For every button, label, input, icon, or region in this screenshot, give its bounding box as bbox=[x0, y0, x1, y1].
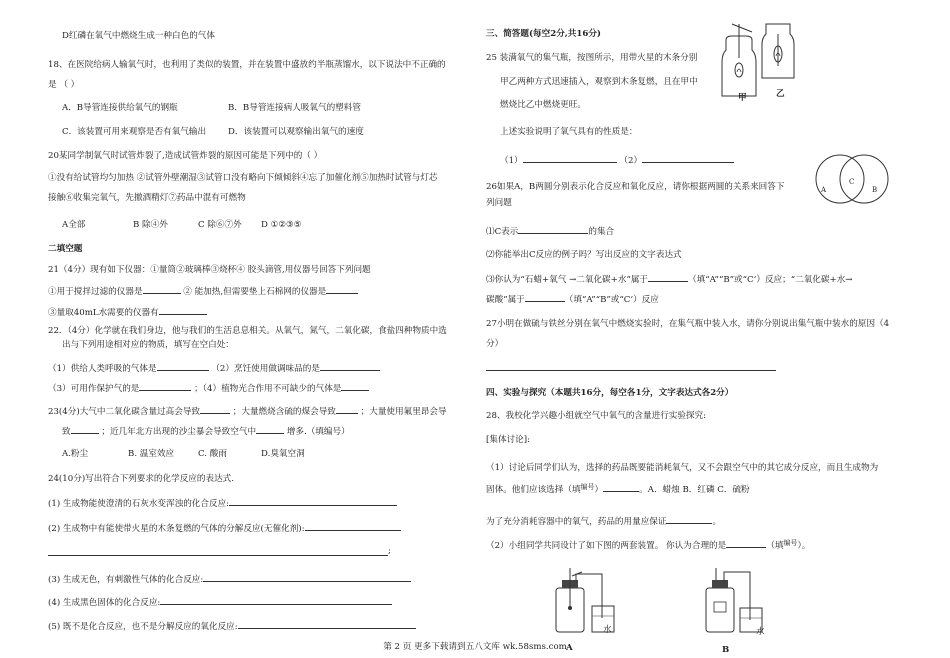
q18-option-b: B．B导管连接病人吸氧气的塑料管 bbox=[228, 103, 361, 113]
q28-part-1-amount: 为了充分消耗容器中的氧气，药品的用量应保证 。 bbox=[486, 514, 721, 528]
venn-label-c: C bbox=[849, 178, 855, 186]
q22-stem-2: 出与下列用途相对应的物质，填写在空白处： bbox=[62, 340, 234, 350]
q18-option-a: A．B导管连接供给氧气的钢瓶 bbox=[62, 103, 178, 113]
q24-part-3: (3) 生成无色，有刺激性气体的化合反应: bbox=[48, 572, 411, 586]
q25-prompt: 上述实验说明了氧气具有的性质是： bbox=[500, 127, 638, 137]
answer-blank bbox=[523, 153, 617, 163]
answer-blank bbox=[160, 595, 392, 605]
q18-option-d: D．该装置可以观察输出氧气的速度 bbox=[228, 127, 364, 137]
apparatus-label-a: A bbox=[566, 643, 573, 653]
answer-blank bbox=[336, 404, 358, 414]
q25-answers: （1） （2） bbox=[500, 153, 734, 167]
q24-part-2: (2) 生成物中有能使带火星的木条复燃的气体的分解反应(无催化剂): bbox=[48, 521, 401, 535]
answer-blank bbox=[525, 292, 565, 302]
q27-stem-2: 分） bbox=[486, 339, 504, 349]
answer-line bbox=[48, 555, 388, 556]
answer-blank bbox=[238, 619, 416, 629]
q20-options-1: ①没有给试管均匀加热 ②试管外壁潮湿③试管口没有略向下倾倾斜④忘了加催化剂⑤加热时试管与灯芯 bbox=[48, 173, 438, 183]
q26-part-1: ⑴C表示 的集合 bbox=[486, 224, 614, 238]
oxygen-jar-figure bbox=[718, 22, 798, 106]
q23-choice-d: D.臭氧空洞 bbox=[261, 449, 305, 459]
q22-part-1: （1）供给人类呼吸的气体是 （2）烹饪使用做调味品的是 bbox=[48, 361, 380, 375]
q25-stem: 25 装满氧气的集气瓶，按图所示，用带火星的木条分别 bbox=[486, 53, 698, 63]
q21-part-1: ①用于搅拌过滤的仪器是 ② 能加热,但需要垫上石棉网的仪器是 bbox=[48, 284, 358, 298]
semicolon: ; bbox=[388, 546, 391, 556]
q26-part-3-cont: 碳酸”属于 （填“A”“B”或“C‘）反应 bbox=[486, 292, 659, 306]
q26-part-3: ⑶你认为“石蜡+氧气 →二氧化碳+水”属于 （填“A”“B”或“C‘）反应；“二氧化碳+水→ bbox=[486, 272, 852, 286]
q23-choice-b: B. 温室效应 bbox=[128, 449, 175, 459]
option-d-line: D红磷在氧气中燃烧生成一种白色的气体 bbox=[62, 31, 215, 41]
answer-blank bbox=[159, 305, 207, 315]
answer-blank bbox=[139, 381, 191, 391]
answer-blank bbox=[726, 538, 766, 548]
answer-blank bbox=[648, 272, 688, 282]
apparatus-label-b: B bbox=[722, 645, 730, 655]
answer-blank bbox=[157, 361, 209, 371]
q20-choice-d: D ①②③⑤ bbox=[261, 220, 302, 230]
q20-choice-b: B 除④外 bbox=[133, 220, 168, 230]
q21-part-3: ③量取40mL水需要的仪器有 bbox=[48, 305, 207, 319]
q22-part-3: （3）可用作保护气的是 ；（4）植物光合作用不可缺少的气体是 bbox=[48, 381, 369, 395]
q24-part-4: (4) 生成黑色固体的化合反应: bbox=[48, 595, 392, 609]
answer-blank bbox=[229, 496, 397, 506]
q20-stem: 20某同学制氧气时试管炸裂了,造成试管炸裂的原因可能是下列中的（ ） bbox=[48, 151, 323, 161]
section-4-heading: 四、实验与探究（本题共16分，每空各1分，文字表达式各2分） bbox=[486, 388, 734, 398]
answer-blank bbox=[203, 572, 411, 582]
q20-choice-a: A全部 bbox=[62, 220, 86, 230]
answer-blank bbox=[666, 514, 712, 524]
water-label-a: 水 bbox=[603, 625, 612, 635]
q26-stem: 26如果A，B两圆分别表示化合反应和氧化反应，请你根据两圆的关系来回答下 bbox=[486, 182, 785, 192]
q27-stem: 27小明在做硫与铁丝分别在氧气中燃烧实验时，在集气瓶中装入水，请你分别说出集气瓶中装水的原因（4 bbox=[486, 319, 890, 329]
q26-stem-2: 列问题 bbox=[486, 198, 512, 208]
answer-blank bbox=[71, 424, 99, 434]
q18-stem: 18、在医院给病人输氧气时，也利用了类似的装置，并在装置中盛放约半瓶蒸馏水，以下说法中不正确的 bbox=[48, 60, 446, 70]
answer-blank bbox=[200, 404, 230, 414]
q28-part-1-cont: 固体。他们应该选择（填$^{编号}$） 。A．蜡烛 B．红磷 C．硫粉 bbox=[486, 483, 750, 495]
answer-blank bbox=[320, 361, 380, 371]
q28-part-2: （2）小组同学共同设计了如下图的两套装置。 你认为合理的是 （填$^{编号}$）。 bbox=[486, 539, 811, 551]
q25-stem-3: 燃烧比乙中燃烧更旺。 bbox=[500, 100, 586, 110]
q18-option-c: C．该装置可用来观察是否有氧气输出 bbox=[62, 127, 207, 137]
answer-blank bbox=[642, 153, 734, 163]
q28-part-1: （1）讨论后同学们认为，选择的药品既要能消耗氧气，又不会跟空气中的其它成分反应，而且生成物为 bbox=[486, 463, 879, 473]
water-label-b: 水 bbox=[756, 627, 765, 637]
answer-blank bbox=[603, 482, 639, 492]
answer-blank bbox=[305, 521, 401, 531]
venn-label-b: B bbox=[872, 186, 878, 194]
section-2-heading: 二填空题 bbox=[48, 244, 83, 254]
section-3-heading: 三、简答题(每空2分,共16分) bbox=[486, 29, 602, 39]
q24-part-1: (1) 生成物能使澄清的石灰水变浑浊的化合反应: bbox=[48, 496, 397, 510]
q23-stem-2: 致 ；近几年北方出现的沙尘暴会导致空气中 增多.（填编号） bbox=[62, 424, 350, 438]
page-footer: 第 2 页 更多下载请到五八文库 wk.58sms.com bbox=[383, 642, 567, 652]
answer-line bbox=[486, 370, 776, 371]
q23-choice-c: C. 酸雨 bbox=[198, 449, 227, 459]
figure-label-yi: 乙 bbox=[776, 89, 785, 99]
q21-stem: 21（4分）现有如下仪器：①量筒②玻璃棒③烧杯④ 胶头滴管,用仪器号回答下列问题 bbox=[48, 265, 371, 275]
q22-stem: 22．（4分）化学就在我们身边，他与我们的生活息息相关。从氧气，氮气，二氧化碳，食盐四种物质中选 bbox=[48, 326, 447, 336]
q23-choice-a: A.粉尘 bbox=[62, 449, 89, 459]
answer-blank bbox=[256, 424, 284, 434]
q24-part-5: (5) 既不是化合反应，也不是分解反应的氧化反应: bbox=[48, 619, 416, 633]
answer-blank bbox=[326, 284, 358, 294]
q20-choice-c: C 除⑥⑦外 bbox=[198, 220, 242, 230]
q24-stem: 24(10分)写出符合下列要求的化学反应的表达式. bbox=[48, 474, 234, 484]
answer-blank bbox=[143, 284, 181, 294]
q25-stem-2: 甲乙两种方式迅速插入，观察到木条复燃，且在甲中 bbox=[500, 77, 698, 87]
q26-part-2: ⑵你能举出C反应的例子吗？写出反应的文字表达式 bbox=[486, 250, 682, 260]
figure-label-jia: 甲 bbox=[738, 93, 747, 103]
venn-label-a: A bbox=[821, 186, 827, 194]
answer-blank bbox=[518, 224, 588, 234]
q18-stem-end: 是 （ ） bbox=[48, 80, 80, 90]
answer-blank bbox=[341, 381, 369, 391]
q28-stem: 28、我校化学兴趣小组就空气中氧气的含量进行实验探究: bbox=[486, 411, 707, 421]
q20-options-2: 接触⑥收集完氧气，先撤酒精灯⑦药品中混有可燃物 bbox=[48, 193, 246, 203]
q23-stem: 23(4分)大气中二氧化碳含量过高会导致 ；大量燃烧含硫的煤会导致 ；大量使用氟里昂会导 bbox=[48, 404, 447, 418]
q28-discussion-title: [集体讨论]: bbox=[486, 435, 530, 445]
